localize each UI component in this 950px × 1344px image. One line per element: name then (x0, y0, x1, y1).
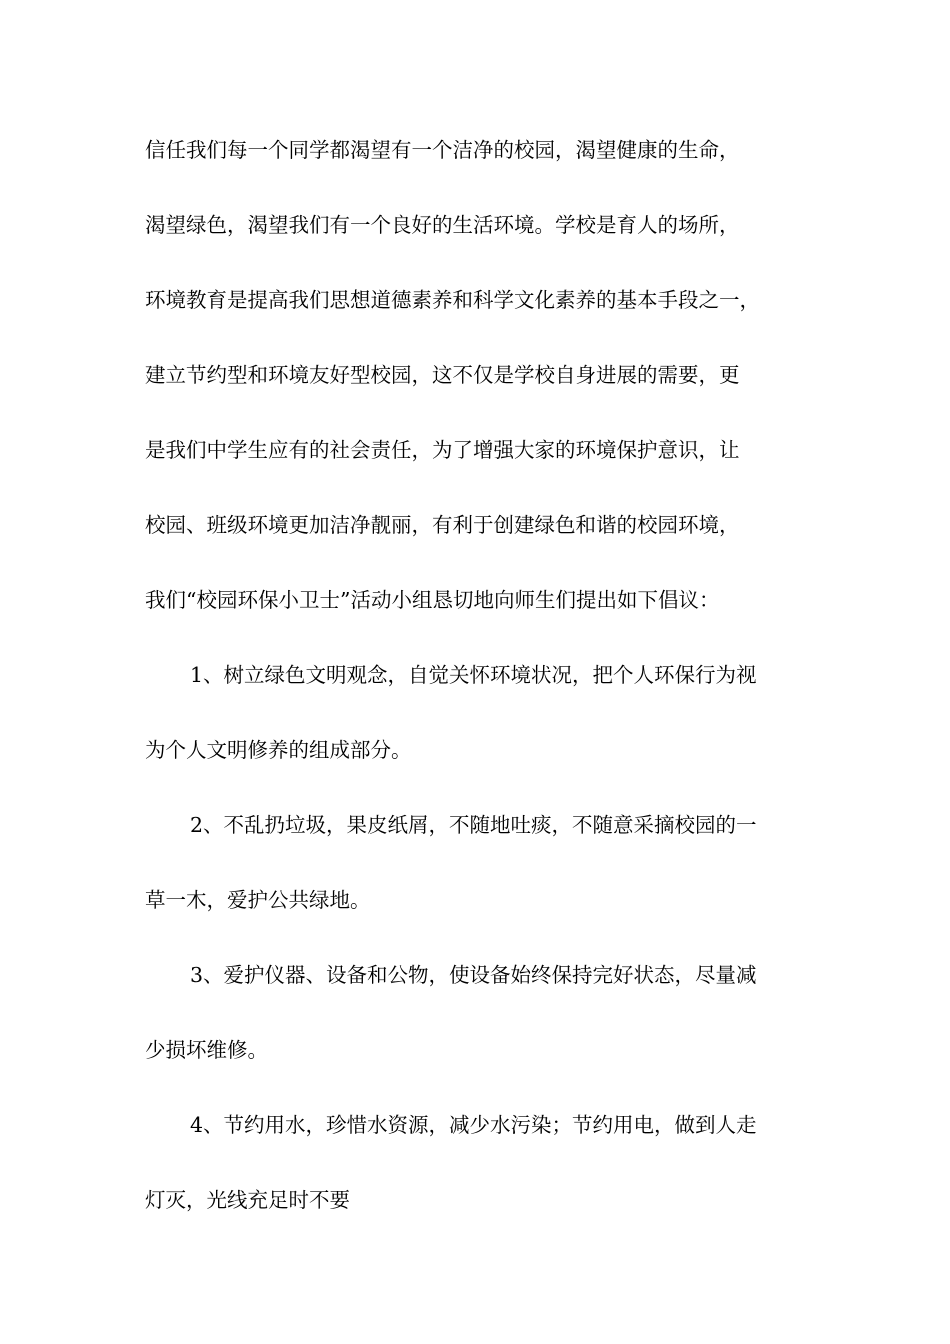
list-item-2-line: 草一木，爱护公共绿地。 (145, 888, 371, 912)
paragraph-line: 是我们中学生应有的社会责任，为了增强大家的环境保护意识，让 (145, 438, 740, 462)
list-item-3-line: 3、爱护仪器、设备和公物，使设备始终保持完好状态，尽量减 (190, 963, 757, 987)
list-item-4-line: 灯灭，光线充足时不要 (145, 1188, 350, 1212)
list-item-1-line: 为个人文明修养的组成部分。 (145, 738, 412, 762)
paragraph-line: 建立节约型和环境友好型校园，这不仅是学校自身进展的需要，更 (145, 363, 740, 387)
paragraph-line: 信任我们每一个同学都渴望有一个洁净的校园，渴望健康的生命， (145, 138, 740, 162)
list-item-1-line: 1、树立绿色文明观念，自觉关怀环境状况，把个人环保行为视 (190, 663, 757, 687)
paragraph-line: 校园、班级环境更加洁净靓丽，有利于创建绿色和谐的校园环境， (145, 513, 740, 537)
paragraph-line: 渴望绿色，渴望我们有一个良好的生活环境。学校是育人的场所， (145, 213, 740, 237)
paragraph-line: 我们“校园环保小卫士”活动小组恳切地向师生们提出如下倡议： (145, 588, 720, 612)
list-item-4-line: 4、节约用水，珍惜水资源，减少水污染；节约用电，做到人走 (190, 1113, 757, 1137)
paragraph-line: 环境教育是提高我们思想道德素养和科学文化素养的基本手段之一， (145, 288, 760, 312)
list-item-2-line: 2、不乱扔垃圾，果皮纸屑，不随地吐痰，不随意采摘校园的一 (190, 813, 757, 837)
list-item-3-line: 少损坏维修。 (145, 1038, 268, 1062)
